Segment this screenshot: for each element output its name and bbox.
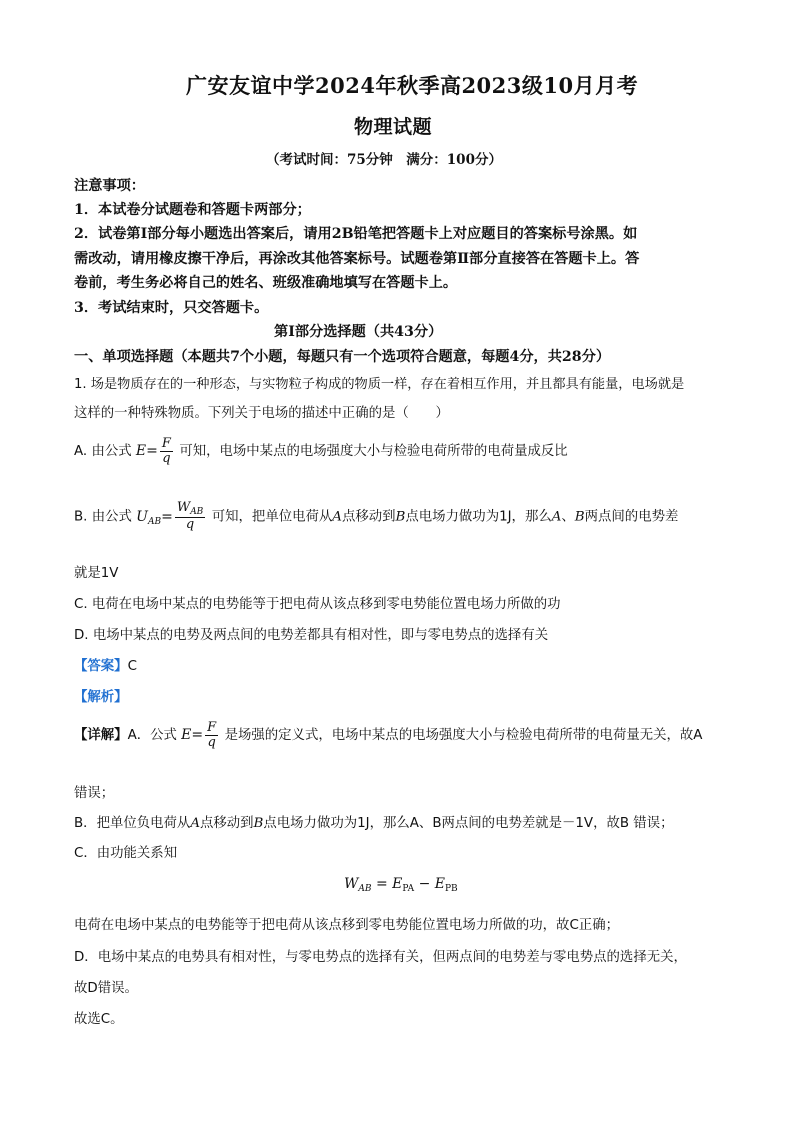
detail-a-suffix: 是场强的定义式，电场中某点的电场强度大小与检验电荷所带的电荷量无关，故A [224, 728, 703, 744]
option-b-end: 两点间的电势差 [584, 509, 679, 525]
exam-info: （考试时间：75分钟 满分：100分） [266, 152, 502, 168]
analysis-label-text: 【解析】 [74, 690, 128, 705]
option-b [74, 501, 678, 532]
separator: 、 [561, 509, 575, 525]
subject-title: 物理试题 [354, 116, 433, 138]
point-b: B [395, 509, 406, 525]
numerator-w [175, 501, 206, 518]
point-a: A [332, 509, 342, 525]
point-b: B [574, 509, 585, 525]
detail-b-end: A、B两点间的电势差就是－1V，故B 错误； [409, 816, 674, 831]
option-b-formula [136, 500, 212, 533]
numerator-f: F [161, 436, 171, 451]
symbol-w: W [176, 500, 191, 515]
symbol-u: U [136, 508, 148, 525]
symbol-e: E [434, 876, 445, 892]
exam-title: 广安友谊中学2024年秋季高2023级10月月考 [186, 73, 639, 98]
notice-heading: 注意事项： [74, 178, 145, 194]
analysis-label [74, 686, 128, 705]
option-b-prefix: B. 由公式 [74, 509, 132, 525]
point-a: A [551, 509, 562, 525]
notice-item-2-line-2: 需改动，请用橡皮擦干净后，再涂改其他答案标号。试题卷第Ⅱ部分直接答在答题卡上。答 [74, 251, 640, 267]
subscript-ab: AB [147, 516, 162, 527]
detail-c-line-2: 电荷在电场中某点的电势能等于把电荷从该点移到零电势能位置电场力所做的功，故C正确； [74, 918, 619, 933]
subscript-ab: AB [358, 884, 372, 894]
notice-item-3: 3．考试结束时，只交答题卡。 [74, 300, 269, 316]
fraction-f-over-q [160, 437, 173, 465]
option-a-formula [135, 436, 179, 466]
equals-sign: = [146, 443, 158, 460]
subscript-pb: PB [445, 884, 458, 894]
detail-d-line-1: D．电场中某点的电势具有相对性，与零电势点的选择有关，但两点间的电势差与零电势点的选择无关， [74, 950, 687, 965]
part1-title: 第Ⅰ部分选择题（共43分） [274, 324, 443, 340]
detail-b-prefix: B．把单位负电荷从 [74, 816, 191, 831]
option-b-mid3: 点电场力做功为1J，那么 [405, 509, 552, 525]
denominator-q: q [207, 734, 216, 750]
detail-a-formula [181, 720, 224, 750]
conclusion: 故选C。 [74, 1012, 124, 1027]
symbol-e: E [392, 876, 403, 892]
option-d: D. 电场中某点的电势及两点间的电势差都具有相对性，即与零电势点的选择有关 [74, 628, 549, 643]
answer-value: C [127, 659, 137, 674]
minus-sign: − [418, 876, 431, 892]
symbol-e: E [135, 443, 147, 460]
subscript-ab: AB [190, 507, 204, 517]
subscript-pa: PA [402, 884, 415, 894]
answer-label: 【答案】 [74, 659, 128, 674]
question-stem-line-1: 1. 场是物质存在的一种形态，与实物粒子构成的物质一样，存在着相互作用，并且都具有能量，电场就是 [74, 377, 685, 392]
fraction-w-over-q [175, 501, 206, 532]
detail-b [74, 812, 673, 831]
detail-b-mid2: 点电场力做功为1J，那么 [263, 816, 410, 831]
notice-item-2-line-3: 卷前，考生务必将自己的姓名、班级准确地填写在答题卡上。 [74, 275, 458, 291]
detail-b-mid: 点移动到 [199, 816, 254, 831]
notice-item-2-line-1: 2．试卷第Ⅰ部分每小题选出答案后，请用2B铅笔把答题卡上对应题目的答案标号涂黑。如 [74, 226, 638, 242]
equals-sign: = [161, 508, 173, 525]
equals-sign: = [191, 727, 204, 744]
option-a-suffix: 可知，电场中某点的电场强度大小与检验电荷所带的电荷量成反比 [179, 444, 568, 460]
symbol-e: E [181, 727, 192, 744]
answer-line [74, 655, 137, 674]
equals-sign: = [375, 876, 388, 892]
question-stem-line-2: 这样的一种特殊物质。下列关于电场的描述中正确的是（ ） [74, 406, 449, 421]
option-a [74, 437, 568, 465]
option-b-mid2: 点移动到 [341, 509, 396, 525]
section-title: 一、单项选择题（本题共7个小题，每题只有一个选项符合题意，每题4分，共28分） [74, 349, 611, 365]
denominator-q: q [185, 517, 195, 533]
point-b: B [253, 816, 264, 831]
point-a: A [190, 816, 200, 831]
fraction-f-over-q [205, 721, 218, 749]
detail-d-line-2: 故D错误。 [74, 981, 138, 996]
detail-c-line-1: C．由功能关系知 [74, 846, 178, 861]
denominator-q: q [162, 450, 171, 466]
option-c: C. 电荷在电场中某点的电势能等于把电荷从该点移到零电势能位置电场力所做的功 [74, 597, 561, 612]
option-b-line-2: 就是1V [74, 566, 119, 581]
notice-item-1: 1．本试卷分试题卷和答题卡两部分； [74, 202, 311, 218]
detail-label: 【详解】 [74, 728, 128, 744]
detail-a-line-2: 错误； [74, 786, 115, 801]
symbol-w: W [344, 876, 359, 892]
detail-a-prefix: A．公式 [127, 728, 177, 744]
detail-a [74, 721, 702, 749]
option-b-mid: 可知，把单位电荷从 [211, 509, 333, 525]
option-a-prefix: A. 由公式 [74, 444, 132, 460]
energy-equation [344, 876, 458, 894]
numerator-f: F [207, 720, 217, 735]
